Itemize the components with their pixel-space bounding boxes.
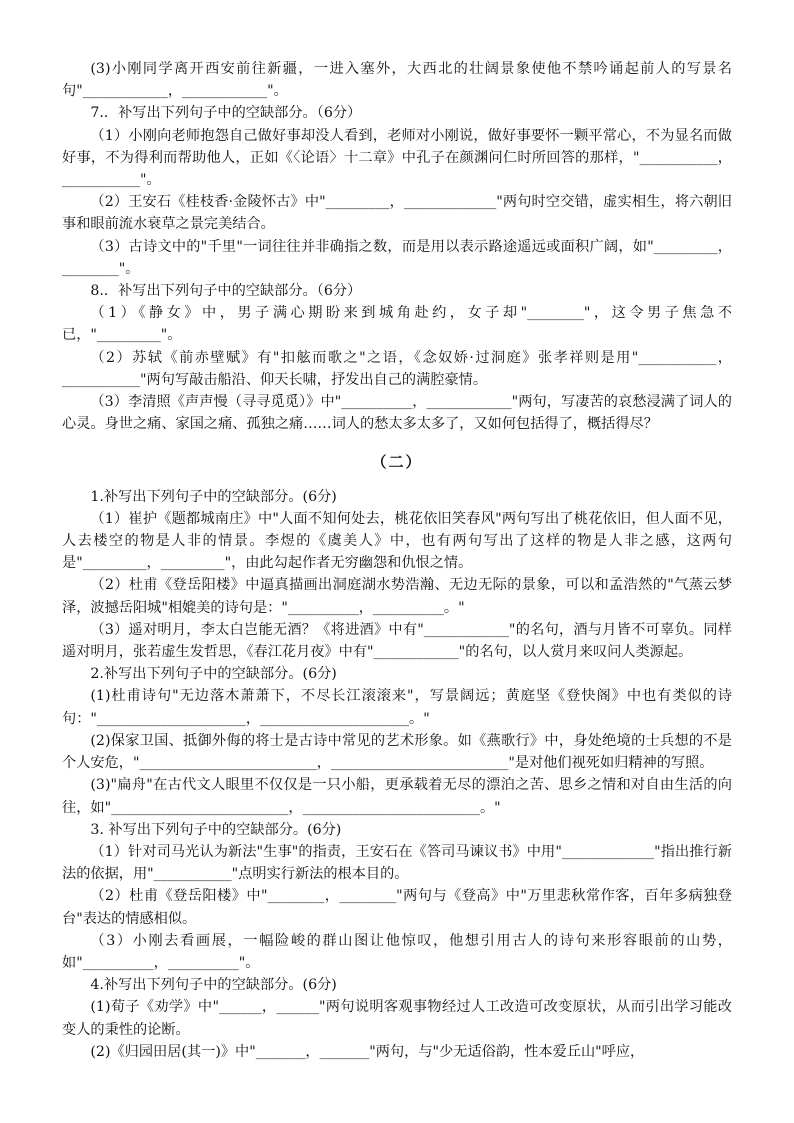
q7-item-3: （3）古诗文中的"千里"一词往往并非确指之数，而是用以表示路途遥远或面积广阔，如"_________，________"。 (62, 238, 732, 277)
q8-item-1: （1）《静女》中，男子满心期盼来到城角赴约，女子却"________"，这令男子焦急不已，"_________"。 (62, 305, 732, 344)
s2-q1-item-3: （3）遥对明月，李太白岂能无酒？《将进酒》中有"____________"的名句，酒与月皆不可辜负。同样遥对明月，张若虚生发哲思，《春江花月夜》中有"____________"的名句，以人赏月来叹问人类源起。 (62, 621, 732, 661)
s2-question-1-heading: 1.补写出下列句子中的空缺部分。(6分) (90, 488, 337, 505)
s2-q2-item-3: (3)"扁舟"在古代文人眼里不仅仅是一只小船，更承载着无尽的漂泊之苦、思乡之情和对自由生活的向往，如"_________________________，_________________________。" (62, 777, 732, 816)
q8-item-3: （3）李清照《声声慢（寻寻觅觅）》中"__________，____________"两句，写凄苦的哀愁浸满了词人的心灵。身世之痛、家国之痛、孤独之痛……词人的愁太多太多了，又如何包括得了，概括得尽？ (62, 394, 732, 433)
s2-q3-item-3: （3）小刚去看画展，一幅险峻的群山图让他惊叹，他想引用古人的诗句来形容眼前的山势，如"__________，__________"。 (62, 932, 732, 971)
part1-question-3: (3)小刚同学离开西安前往新疆，一进入塞外，大西北的壮阔景象使他不禁吟诵起前人的写景名句"____________，____________"。 (62, 61, 732, 100)
s2-q4-item-1: (1)荀子《劝学》中"______，______"两句说明客观事物经过人工改造可改变原状，从而引出学习能改变人的秉性的论断。 (62, 999, 732, 1038)
s2-q2-item-2: (2)保家卫国、抵御外侮的将士是古诗中常见的艺术形象。如《燕歌行》中，身处绝境的士兵想的不是个人安危，"_________________________，_________________________"是对他们视死如归精神的写照。 (62, 732, 732, 772)
s2-q4-item-2: (2)《归园田居(其一)》中"_______，_______"两句，与"少无适俗韵，性本爱丘山"呼应， (90, 1043, 645, 1060)
s2-question-2-heading: 2.补写出下列句子中的空缺部分。(6分) (90, 666, 337, 683)
q7-item-1: （1）小刚向老师抱怨自己做好事却没人看到，老师对小刚说，做好事要怀一颗平常心，不为显名而做好事，不为得利而帮助他人，正如《〈论语〉十二章》中孔子在颜渊问仁时所回答的那样，"___________，___________"。 (62, 127, 732, 189)
s2-q1-item-2: （2）杜甫《登岳阳楼》中逼真描画出洞庭湖水势浩瀚、无边无际的景象，可以和孟浩然的"气蒸云梦泽，波撼岳阳城"相媲美的诗句是："__________，__________。" (62, 577, 732, 616)
s2-question-4-heading: 4.补写出下列句子中的空缺部分。(6分) (90, 977, 337, 994)
question-8-heading: 8.．补写出下列句子中的空缺部分。（6分） (90, 283, 362, 300)
s2-question-3-heading: 3. 补写出下列句子中的空缺部分。(6分) (90, 821, 342, 838)
s2-q2-item-1: (1)杜甫诗句"无边落木萧萧下，不尽长江滚滚来"，写景阔远；黄庭坚《登快阁》中也有类似的诗句："_____________________，_____________________。" (62, 688, 732, 727)
question-7-heading: 7.．补写出下列句子中的空缺部分。（6分） (90, 105, 362, 122)
section-title: （二） (371, 453, 423, 472)
s2-q1-item-1: （1）崔护《题都城南庄》中"人面不知何处去，桃花依旧笑春风"两句写出了桃花依旧，但人面不见，人去楼空的物是人非的情景。李煜的《虞美人》中，也有两句写出了这样的物是人非之感，这两句是"_________，_________"，由此勾起作者无穷幽怨和仇恨之情。 (62, 510, 732, 572)
s2-q3-item-2: （2）杜甫《登岳阳楼》中"________，________"两句与《登高》中"万里悲秋常作客，百年多病独登台"表达的情感相似。 (62, 888, 732, 927)
s2-q3-item-1: （1）针对司马光认为新法"生事"的指责，王安石在《答司马谏议书》中用"_____________"指出推行新法的依据，用"___________"点明实行新法的根本目的。 (62, 843, 732, 883)
q8-item-2: （2）苏轼《前赤壁赋》有"扣舷而歌之"之语，《念奴娇·过洞庭》张孝祥则是用"___________，___________"两句写敲击船沿、仰天长啸，抒发出自己的满腔豪情。 (62, 349, 732, 388)
q7-item-2: （2）王安石《桂枝香·金陵怀古》中"_________，_____________"两句时空交错，虚实相生，将六朝旧事和眼前流水衰草之景完美结合。 (62, 194, 732, 233)
